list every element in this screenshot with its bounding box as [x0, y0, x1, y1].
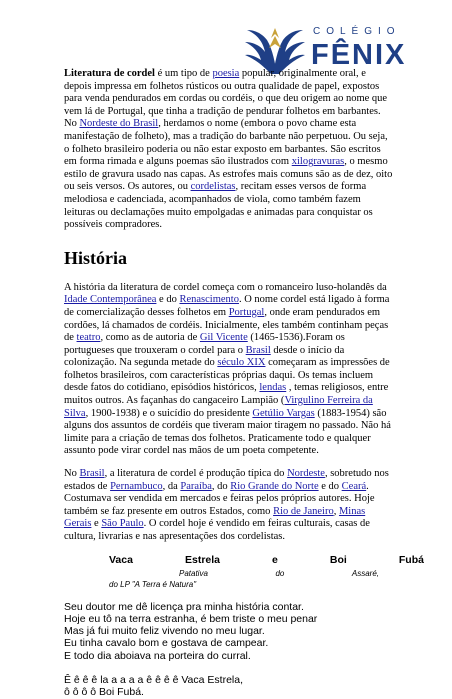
link-getulio-vargas[interactable]: Getúlio Vargas	[252, 407, 315, 419]
poem-credit-word: Patativa	[179, 568, 208, 578]
text: (1883-1954) são alguns dos assuntos de cordéis que tiveram maior tiragem no passado. Não há limite para a criação de temas dos folhetos. Praticamente todo e qualquer assunto pode virar cordel nas mãos de um poeta competente.	[64, 407, 391, 457]
link-rio-de-janeiro[interactable]: Rio de Janeiro	[273, 505, 334, 517]
text: , onde eram pendurados em cordões, lá chamados de cordéis. Inicialmente, eles também continham peças de	[64, 306, 389, 344]
text: popular, originalmente oral, e depois impressa em folhetos rústicos ou outra qualidade de papel, expostos para venda pendurados em cordas ou cordéis, o que deu origem ao nome que vem lá de Portugal, que tinha a tradição de pendurar folhetos em barbantes. No	[64, 68, 388, 130]
term-lead: Literatura de cordel	[64, 68, 155, 79]
refrain-line: Ê ê ê ê la a a a a ê ê ê ê Vaca Estrela,	[64, 674, 244, 687]
logo-title: FÊNIX	[311, 39, 407, 71]
text: , herdamos o nome (embora o povo chame esta manifestação de folheto), mas a tradição do barbante não perpetuou. Ou seja, o folheto brasileiro poderia ou não estar exposto em barbantes. São escritos em forma rimada e alguns poemas são ilustrados com	[64, 118, 388, 168]
poem-line: Hoje eu tô na terra estranha, é bem triste o meu penar	[64, 612, 318, 625]
text: No	[64, 468, 80, 480]
history-paragraph-2	[64, 468, 394, 544]
text: desde o início da colonização. Na segunda metade do	[64, 344, 345, 369]
text: e do	[318, 480, 342, 492]
text: , da	[162, 480, 181, 492]
text: , o mesmo estilo de gravura usado nas capas. As estrofes mais comuns são as de dez, oito ou seis versos. Os autores, ou	[64, 156, 393, 193]
text: ,	[333, 505, 339, 517]
text: . O cordel hoje é vendido em feiras culturais, casas de cultura, livrarias e nas apresentações dos cordelistas.	[64, 518, 370, 542]
poem-credit-word: Assaré,	[351, 568, 379, 578]
link-rio-grande-do-norte[interactable]: Rio Grande do Norte	[230, 480, 319, 492]
text: . Costumava ser vendida em mercados e feiras pelos próprios autores. Hoje também se faz presente em outros Estados, como	[64, 480, 375, 517]
text: , como as de autoria de	[100, 332, 200, 344]
text: , 1900-1938) e o suicídio do presidente	[85, 407, 253, 419]
poem-refrain	[64, 674, 394, 699]
logo-subtitle: COLÉGIO	[313, 26, 401, 37]
text: , sobretudo nos estados de	[64, 468, 389, 492]
link-nordeste[interactable]: Nordeste	[287, 468, 325, 480]
link-portugal[interactable]: Portugal	[228, 306, 265, 318]
link-brasil[interactable]: Brasil	[245, 344, 271, 356]
poem-title-word: Boi	[329, 553, 347, 566]
text: , temas religiosos, entre muitos outros. As façanhas do cangaceiro Lampião (	[64, 382, 389, 407]
text: e do	[156, 294, 180, 306]
intro-paragraph	[64, 68, 394, 232]
poem-credit-word: do	[275, 568, 285, 578]
link-cordelistas[interactable]: cordelistas	[190, 181, 236, 193]
link-teatro[interactable]: teatro	[76, 332, 101, 344]
text: . O nome cordel está ligado à forma de comercialização desses folhetos em	[64, 294, 390, 318]
poem-title-word: Vaca	[109, 553, 133, 566]
link-virgulino[interactable]: Virgulino Ferreira da Silva	[64, 395, 373, 419]
text: , do	[211, 480, 231, 492]
text: , a literatura de cordel é produção típica do	[104, 468, 288, 480]
link-minas-gerais[interactable]: Minas Gerais	[64, 505, 366, 530]
link-brasil-2[interactable]: Brasil	[79, 468, 105, 480]
section-heading: História	[64, 247, 127, 268]
poem-stanza	[64, 601, 394, 662]
document-body	[64, 68, 424, 699]
poem-credit	[179, 569, 379, 578]
link-idade-contemporanea[interactable]: Idade Contemporânea	[64, 294, 157, 306]
poem-title-word: Fubá	[398, 553, 424, 566]
link-seculo-xix[interactable]: século XIX	[217, 357, 266, 369]
link-sao-paulo[interactable]: São Paulo	[101, 518, 144, 530]
text: começaram as impressões de folhetos brasileiros, com características próprias daqui. Os temas incluem desde fatos do cotidiano, episódios históricos,	[64, 357, 390, 394]
refrain-line: ô ô ô ô Boi Fubá.	[64, 686, 144, 699]
link-lendas[interactable]: lendas	[259, 382, 287, 394]
text: , recitam esses versos de forma melodiosa e cadenciada, acompanhados de viola, como também fazem leituras ou declamações muito empolgadas e animadas para conquistar os possíveis compradores.	[64, 181, 373, 231]
link-paraiba[interactable]: Paraíba	[180, 480, 212, 492]
poem-title-word: Estrela	[184, 553, 221, 566]
poem-line: Eu tinha cavalo bom e gostava de campear.	[64, 637, 269, 650]
poem-line: Mas já fui muito feliz vivendo no meu lugar.	[64, 625, 265, 638]
text: (1465-1536).Foram os portugueses que trouxeram o cordel para o	[64, 332, 345, 356]
link-pernambuco[interactable]: Pernambuco	[110, 480, 163, 492]
history-paragraph-1	[64, 282, 394, 458]
poem-source: do LP "A Terra é Natura"	[109, 579, 197, 589]
poem-line: Seu doutor me dê licença pra minha história contar.	[64, 600, 304, 613]
poem-title	[109, 554, 424, 566]
text: e	[91, 518, 102, 530]
poem-line: E todo dia aboiava na porteira do curral.	[64, 649, 251, 662]
link-xilogravuras[interactable]: xilogravuras	[291, 156, 345, 168]
text: é um tipo de	[154, 68, 213, 79]
link-poesia[interactable]: poesia	[212, 68, 240, 79]
link-gil-vicente[interactable]: Gil Vicente	[199, 332, 248, 344]
link-ceara[interactable]: Ceará	[341, 480, 367, 492]
poem-title-word: e	[272, 553, 278, 566]
link-nordeste-brasil[interactable]: Nordeste do Brasil	[79, 118, 159, 130]
link-renascimento[interactable]: Renascimento	[179, 294, 239, 306]
text: A história da literatura de cordel começa com o romanceiro luso-holandês da	[64, 281, 387, 293]
